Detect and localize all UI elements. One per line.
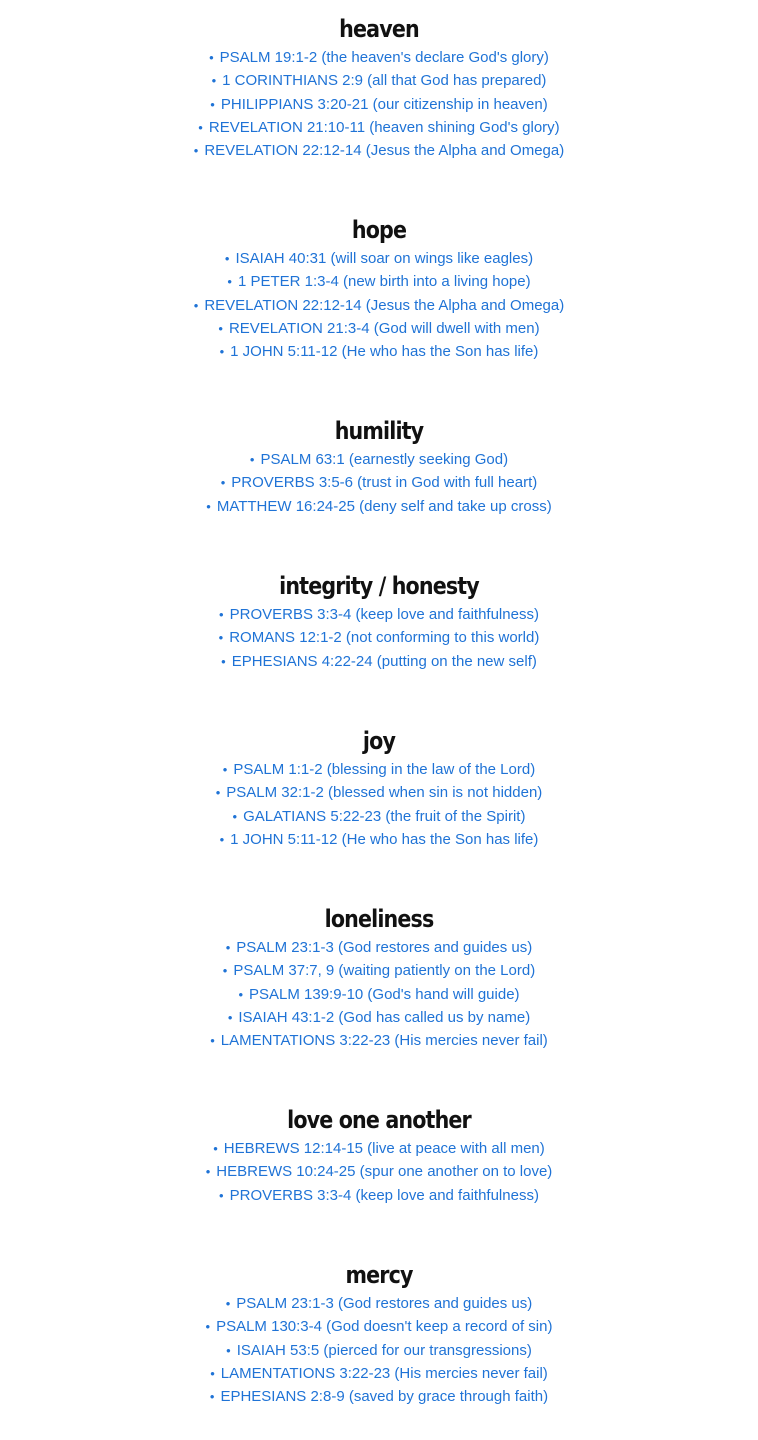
bullet-icon: • <box>219 344 225 360</box>
section-heading: loneliness <box>324 905 434 933</box>
verse-link[interactable]: PSALM 23:1-3 (God restores and guides us) <box>236 1295 533 1312</box>
bullet-icon: • <box>210 96 215 112</box>
bullet-icon: • <box>222 762 228 777</box>
verse-link[interactable]: 1 JOHN 5:11-12 (He who has the Son has life) <box>230 343 539 361</box>
bullet-icon: • <box>224 251 230 266</box>
verse-link[interactable]: EPHESIANS 4:22-24 (putting on the new self) <box>231 652 537 670</box>
bullet-icon: • <box>193 297 199 313</box>
verse-list <box>0 1137 758 1207</box>
verse-item[interactable] <box>0 1184 758 1207</box>
verse-item[interactable] <box>0 495 758 518</box>
section-heading: joy <box>362 727 396 755</box>
bullet-icon: • <box>249 452 255 467</box>
bullet-icon: • <box>215 785 221 801</box>
verse-item[interactable] <box>0 603 758 626</box>
verse-item[interactable] <box>0 93 758 116</box>
bullet-icon: • <box>205 1319 211 1335</box>
verse-item[interactable] <box>0 1315 758 1338</box>
verse-list <box>0 936 758 1052</box>
bullet-icon: • <box>222 963 228 979</box>
verse-link[interactable]: REVELATION 22:12-14 (Jesus the Alpha and Omega) <box>204 296 565 314</box>
verse-link[interactable]: PSALM 19:1-2 (the heaven's declare God's glory) <box>219 49 549 66</box>
section-heading: humility <box>334 417 424 445</box>
verse-item[interactable] <box>0 317 758 340</box>
bullet-icon: • <box>211 73 217 89</box>
bullet-icon: • <box>205 1164 211 1180</box>
verse-link[interactable]: LAMENTATIONS 3:22-23 (His mercies never fail) <box>220 1364 548 1382</box>
verse-item[interactable] <box>0 626 758 649</box>
verse-item[interactable] <box>0 650 758 673</box>
bullet-icon: • <box>225 940 231 955</box>
verse-item[interactable] <box>0 1137 758 1160</box>
verse-item[interactable] <box>0 69 758 92</box>
verse-link[interactable]: PHILIPPIANS 3:20-21 (our citizenship in heaven) <box>220 95 548 113</box>
verse-item[interactable] <box>0 270 758 293</box>
verse-link[interactable]: EPHESIANS 2:8-9 (saved by grace through faith) <box>220 1388 549 1406</box>
verse-link[interactable]: PSALM 1:1-2 (blessing in the law of the Lord) <box>233 761 536 778</box>
bullet-icon: • <box>221 653 226 669</box>
verse-link[interactable]: HEBREWS 10:24-25 (spur one another on to love) <box>216 1163 553 1181</box>
verse-item[interactable] <box>0 959 758 982</box>
verse-item[interactable] <box>0 116 758 139</box>
verse-item[interactable] <box>0 1292 758 1315</box>
verse-item[interactable] <box>0 247 758 270</box>
bullet-icon: • <box>193 143 199 159</box>
section-integrity-honesty <box>0 569 758 673</box>
bullet-icon: • <box>210 1033 215 1049</box>
bullet-icon: • <box>210 1365 215 1381</box>
verse-list <box>0 603 758 673</box>
bullet-icon: • <box>213 1141 218 1156</box>
verse-item[interactable] <box>0 1362 758 1385</box>
verse-link[interactable]: ISAIAH 40:31 (will soar on wings like eagles) <box>235 250 534 267</box>
bullet-icon: • <box>227 274 232 290</box>
section-heading: integrity / honesty <box>279 572 479 600</box>
verse-link[interactable]: ROMANS 12:1-2 (not conforming to this world) <box>229 629 540 647</box>
verse-link[interactable]: PSALM 23:1-3 (God restores and guides us) <box>236 939 533 956</box>
verse-list <box>0 247 758 363</box>
section-love-one-another <box>0 1103 758 1207</box>
verse-item[interactable] <box>0 781 758 804</box>
bullet-icon: • <box>218 320 223 336</box>
bullet-icon: • <box>238 986 244 1002</box>
verse-link[interactable]: LAMENTATIONS 3:22-23 (His mercies never fail) <box>220 1032 548 1050</box>
verse-item[interactable] <box>0 340 758 363</box>
verse-item[interactable] <box>0 294 758 317</box>
verse-item[interactable] <box>0 471 758 494</box>
verse-link[interactable]: PSALM 37:7, 9 (waiting patiently on the Lord) <box>233 962 536 980</box>
verse-link[interactable]: HEBREWS 12:14-15 (live at peace with all men) <box>223 1140 545 1157</box>
bullet-icon: • <box>209 50 214 65</box>
verse-item[interactable] <box>0 758 758 781</box>
verse-link[interactable]: GALATIANS 5:22-23 (the fruit of the Spirit) <box>243 807 526 825</box>
verse-link[interactable]: REVELATION 21:3-4 (God will dwell with men) <box>228 319 540 337</box>
verse-link[interactable]: PROVERBS 3:5-6 (trust in God with full heart) <box>231 474 538 492</box>
verse-item[interactable] <box>0 805 758 828</box>
verse-item[interactable] <box>0 936 758 959</box>
verse-link[interactable]: PSALM 139:9-10 (God's hand will guide) <box>249 985 520 1003</box>
section-heading: hope <box>351 216 407 244</box>
section-loneliness <box>0 902 758 1052</box>
bullet-icon: • <box>219 607 224 622</box>
verse-item[interactable] <box>0 983 758 1006</box>
bullet-icon: • <box>225 1296 231 1311</box>
bullet-icon: • <box>218 630 224 646</box>
bullet-icon: • <box>198 119 203 135</box>
verse-list <box>0 448 758 518</box>
verse-item[interactable] <box>0 139 758 162</box>
verse-list <box>0 1292 758 1408</box>
verse-item[interactable] <box>0 1029 758 1052</box>
verse-link[interactable]: PROVERBS 3:3-4 (keep love and faithfulness) <box>229 606 539 623</box>
bullet-icon: • <box>226 1342 231 1358</box>
section-heading: heaven <box>339 15 419 43</box>
verse-link[interactable]: PSALM 63:1 (earnestly seeking God) <box>260 451 509 468</box>
verse-link[interactable]: 1 JOHN 5:11-12 (He who has the Son has life) <box>230 830 539 848</box>
verse-item[interactable] <box>0 828 758 851</box>
section-mercy <box>0 1258 758 1408</box>
section-hope <box>0 213 758 363</box>
verse-item[interactable] <box>0 448 758 471</box>
section-heading: love one another <box>287 1106 471 1134</box>
verse-item[interactable] <box>0 1385 758 1408</box>
verse-list <box>0 46 758 162</box>
section-joy <box>0 724 758 851</box>
verse-item[interactable] <box>0 46 758 69</box>
bullet-icon: • <box>219 1187 224 1203</box>
bullet-icon: • <box>206 498 211 514</box>
section-heading: mercy <box>345 1261 413 1289</box>
verse-item[interactable] <box>0 1006 758 1029</box>
bullet-icon: • <box>232 808 238 824</box>
section-humility <box>0 414 758 518</box>
verse-item[interactable] <box>0 1339 758 1362</box>
verse-link[interactable]: PSALM 130:3-4 (God doesn't keep a record of sin) <box>216 1318 553 1336</box>
verse-link[interactable]: 1 PETER 1:3-4 (new birth into a living hope) <box>237 273 531 291</box>
verse-link[interactable]: 1 CORINTHIANS 2:9 (all that God has prepared) <box>222 72 547 90</box>
bullet-icon: • <box>209 1389 215 1405</box>
verse-link[interactable]: PROVERBS 3:3-4 (keep love and faithfulness) <box>229 1186 539 1204</box>
verse-link[interactable]: ISAIAH 43:1-2 (God has called us by name) <box>238 1008 531 1026</box>
section-heaven <box>0 12 758 162</box>
verse-link[interactable]: PSALM 32:1-2 (blessed when sin is not hidden) <box>226 784 543 802</box>
verse-link[interactable]: REVELATION 21:10-11 (heaven shining God's glory) <box>208 118 560 136</box>
verse-list <box>0 758 758 851</box>
bullet-icon: • <box>219 831 225 847</box>
verse-link[interactable]: ISAIAH 53:5 (pierced for our transgressions) <box>236 1341 532 1359</box>
verse-item[interactable] <box>0 1160 758 1183</box>
verse-link[interactable]: REVELATION 22:12-14 (Jesus the Alpha and Omega) <box>204 142 565 160</box>
bullet-icon: • <box>220 475 226 491</box>
verse-link[interactable]: MATTHEW 16:24-25 (deny self and take up cross) <box>216 497 552 515</box>
bullet-icon: • <box>227 1009 233 1025</box>
